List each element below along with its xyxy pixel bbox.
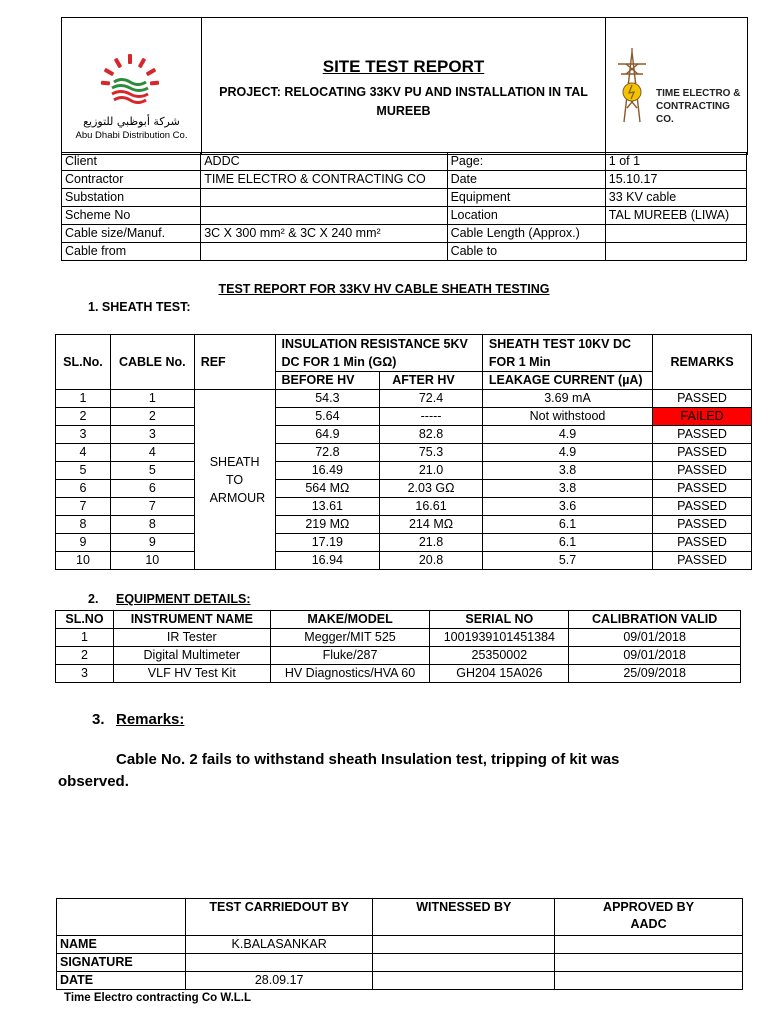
column-header-calibration: CALIBRATION VALID <box>569 611 741 629</box>
contractor-logo-cell <box>605 18 747 154</box>
info-label: Cable size/Manuf. <box>62 225 201 243</box>
header-title-cell <box>202 18 605 154</box>
cell-after-hv: 20.8 <box>380 552 483 570</box>
approved-signature <box>555 954 743 972</box>
table-row <box>56 629 741 647</box>
info-row <box>62 225 747 243</box>
cell-ref <box>194 390 275 570</box>
approved-by-header: APPROVED BY AADC <box>555 899 743 936</box>
name-row-label: NAME <box>57 936 186 954</box>
cell-remark: PASSED <box>653 390 752 408</box>
info-row <box>62 243 747 261</box>
table-row <box>56 534 752 552</box>
cell-leakage-current: 3.8 <box>482 480 652 498</box>
cell-serial: GH204 15A026 <box>430 665 569 683</box>
project-description: PROJECT: RELOCATING 33KV PU AND INSTALLATION IN TAL MUREEB <box>219 85 588 118</box>
cell-after-hv: 75.3 <box>380 444 483 462</box>
equipment-header-row <box>56 611 741 629</box>
equipment-table <box>55 610 741 683</box>
cell-slno: 10 <box>56 552 111 570</box>
info-label: Location <box>447 207 605 225</box>
info-value <box>605 225 746 243</box>
cell-leakage-current: 6.1 <box>482 534 652 552</box>
cell-after-hv: 82.8 <box>380 426 483 444</box>
carried-out-signature <box>185 954 373 972</box>
report-header <box>61 17 748 155</box>
column-header-after-hv: AFTER HV <box>380 372 483 390</box>
witnessed-name <box>373 936 555 954</box>
cell-cable: 6 <box>110 480 194 498</box>
cell-slno: 1 <box>56 390 111 408</box>
table-row <box>56 444 752 462</box>
cell-leakage-current: 5.7 <box>482 552 652 570</box>
info-label: Cable Length (Approx.) <box>447 225 605 243</box>
cell-after-hv: 16.61 <box>380 498 483 516</box>
cell-slno: 3 <box>56 665 114 683</box>
cell-leakage-current: 4.9 <box>482 444 652 462</box>
cell-instrument: IR Tester <box>113 629 270 647</box>
info-value <box>201 189 447 207</box>
addc-english-name: Abu Dhabi Distribution Co. <box>75 130 188 141</box>
info-row <box>62 207 747 225</box>
info-value: ADDC <box>201 153 447 171</box>
info-label: Date <box>447 171 605 189</box>
cell-before-hv: 219 MΩ <box>275 516 380 534</box>
remarks-text-line1: Cable No. 2 fails to withstand sheath Insulation test, tripping of kit was <box>116 751 620 768</box>
info-value: 3C X 300 mm² & 3C X 240 mm² <box>201 225 447 243</box>
cell-remark: PASSED <box>653 552 752 570</box>
table-row <box>56 408 752 426</box>
info-value: TAL MUREEB (LIWA) <box>605 207 746 225</box>
remarks-heading-number: 3. <box>92 711 105 728</box>
cell-cable: 8 <box>110 516 194 534</box>
remarks-heading: Remarks: <box>116 711 185 728</box>
info-value: 33 KV cable <box>605 189 746 207</box>
cell-slno: 3 <box>56 426 111 444</box>
equipment-heading-number: 2. <box>88 592 99 606</box>
cell-remark: PASSED <box>653 462 752 480</box>
column-header-before-hv: BEFORE HV <box>275 372 380 390</box>
cell-remark-failed: FAILED <box>653 408 752 426</box>
cell-make-model: HV Diagnostics/HVA 60 <box>270 665 430 683</box>
signature-row-label: SIGNATURE <box>57 954 186 972</box>
cell-cable: 9 <box>110 534 194 552</box>
cell-slno: 9 <box>56 534 111 552</box>
ref-text: SHEATH TO ARMOUR <box>209 454 266 505</box>
column-header-remarks: REMARKS <box>653 335 752 390</box>
info-value: TIME ELECTRO & CONTRACTING CO <box>201 171 447 189</box>
cell-serial: 25350002 <box>430 647 569 665</box>
cell-cable: 1 <box>110 390 194 408</box>
cell-before-hv: 13.61 <box>275 498 380 516</box>
cell-before-hv: 54.3 <box>275 390 380 408</box>
cell-before-hv: 5.64 <box>275 408 380 426</box>
info-value <box>201 207 447 225</box>
test-report-heading: TEST REPORT FOR 33KV HV CABLE SHEATH TESTING <box>218 282 550 296</box>
approved-name <box>555 936 743 954</box>
equipment-heading: EQUIPMENT DETAILS: <box>116 592 251 606</box>
info-label: Client <box>62 153 201 171</box>
info-label: Page: <box>447 153 605 171</box>
info-label: Equipment <box>447 189 605 207</box>
witnessed-by-header: WITNESSED BY <box>373 899 555 936</box>
cell-cable: 2 <box>110 408 194 426</box>
approved-date <box>555 972 743 990</box>
addc-logo-cell <box>62 18 202 154</box>
info-row <box>62 189 747 207</box>
table-row <box>56 426 752 444</box>
info-value: 15.10.17 <box>605 171 746 189</box>
cell-before-hv: 564 MΩ <box>275 480 380 498</box>
column-header-make-model: MAKE/MODEL <box>270 611 430 629</box>
addc-arabic-name: شركة أبوظبي للتوزيع <box>83 115 180 128</box>
table-row <box>56 462 752 480</box>
cell-slno: 2 <box>56 408 111 426</box>
table-row <box>56 552 752 570</box>
info-label: Cable from <box>62 243 201 261</box>
cell-before-hv: 17.19 <box>275 534 380 552</box>
transmission-tower-icon <box>612 48 652 126</box>
cell-remark: PASSED <box>653 480 752 498</box>
column-header-serial: SERIAL NO <box>430 611 569 629</box>
cell-slno: 5 <box>56 462 111 480</box>
cell-leakage-current: Not withstood <box>482 408 652 426</box>
sheath-test-table <box>55 334 752 570</box>
info-row <box>62 171 747 189</box>
cell-before-hv: 16.94 <box>275 552 380 570</box>
cell-leakage-current: 6.1 <box>482 516 652 534</box>
table-row <box>56 665 741 683</box>
witnessed-signature <box>373 954 555 972</box>
table-row <box>56 647 741 665</box>
cell-remark: PASSED <box>653 498 752 516</box>
remarks-text-line2: observed. <box>58 773 129 790</box>
page-title: SITE TEST REPORT <box>322 57 485 76</box>
column-header-slno: SL.NO <box>56 611 114 629</box>
cell-cable: 7 <box>110 498 194 516</box>
cell-instrument: Digital Multimeter <box>113 647 270 665</box>
cell-leakage-current: 4.9 <box>482 426 652 444</box>
info-label: Scheme No <box>62 207 201 225</box>
carried-out-date: 28.09.17 <box>185 972 373 990</box>
cell-remark: PASSED <box>653 444 752 462</box>
table-row <box>56 516 752 534</box>
info-label: Cable to <box>447 243 605 261</box>
cell-remark: PASSED <box>653 534 752 552</box>
info-label: Substation <box>62 189 201 207</box>
info-value <box>605 243 746 261</box>
cell-after-hv: 21.0 <box>380 462 483 480</box>
cell-leakage-current: 3.6 <box>482 498 652 516</box>
cell-cable: 3 <box>110 426 194 444</box>
signature-table <box>56 898 743 990</box>
info-row <box>62 153 747 171</box>
cell-calibration: 09/01/2018 <box>569 647 741 665</box>
info-label: Contractor <box>62 171 201 189</box>
cell-before-hv: 72.8 <box>275 444 380 462</box>
cell-calibration: 25/09/2018 <box>569 665 741 683</box>
column-header-ref: REF <box>194 335 275 390</box>
column-header-insulation-resistance: INSULATION RESISTANCE 5KV DC FOR 1 Min (GΩ) <box>275 335 482 372</box>
cell-cable: 5 <box>110 462 194 480</box>
table-row <box>56 480 752 498</box>
date-row-label: DATE <box>57 972 186 990</box>
cell-slno: 4 <box>56 444 111 462</box>
column-header-slno: SL.No. <box>56 335 111 390</box>
cell-cable: 4 <box>110 444 194 462</box>
cell-remark: PASSED <box>653 516 752 534</box>
cell-calibration: 09/01/2018 <box>569 629 741 647</box>
footer-company: Time Electro contracting Co W.L.L <box>64 992 252 1004</box>
cell-slno: 6 <box>56 480 111 498</box>
carried-out-by-header: TEST CARRIEDOUT BY <box>185 899 373 936</box>
cell-leakage-current: 3.8 <box>482 462 652 480</box>
cell-before-hv: 16.49 <box>275 462 380 480</box>
cell-after-hv: ----- <box>380 408 483 426</box>
cell-slno: 2 <box>56 647 114 665</box>
cell-after-hv: 214 MΩ <box>380 516 483 534</box>
cell-make-model: Megger/MIT 525 <box>270 629 430 647</box>
cell-cable: 10 <box>110 552 194 570</box>
carried-out-name: K.BALASANKAR <box>185 936 373 954</box>
cell-instrument: VLF HV Test Kit <box>113 665 270 683</box>
table-row <box>56 498 752 516</box>
addc-logo-icon <box>100 52 160 112</box>
info-value <box>201 243 447 261</box>
witnessed-date <box>373 972 555 990</box>
cell-after-hv: 21.8 <box>380 534 483 552</box>
cell-slno: 1 <box>56 629 114 647</box>
cell-leakage-current: 3.69 mA <box>482 390 652 408</box>
column-header-instrument: INSTRUMENT NAME <box>113 611 270 629</box>
cell-slno: 7 <box>56 498 111 516</box>
column-header-sheath-test: SHEATH TEST 10KV DC FOR 1 Min <box>482 335 652 372</box>
project-info-table <box>61 152 747 261</box>
contractor-company-name: TIME ELECTRO & CONTRACTING CO. <box>656 88 741 125</box>
cell-remark: PASSED <box>653 426 752 444</box>
cell-before-hv: 64.9 <box>275 426 380 444</box>
column-header-leakage-current: LEAKAGE CURRENT (µA) <box>482 372 652 390</box>
sheath-test-heading: 1. SHEATH TEST: <box>88 300 191 314</box>
info-value: 1 of 1 <box>605 153 746 171</box>
table-row <box>56 390 752 408</box>
cell-slno: 8 <box>56 516 111 534</box>
cell-after-hv: 72.4 <box>380 390 483 408</box>
cell-make-model: Fluke/287 <box>270 647 430 665</box>
cell-serial: 1001939101451384 <box>430 629 569 647</box>
column-header-cable: CABLE No. <box>110 335 194 390</box>
cell-after-hv: 2.03 GΩ <box>380 480 483 498</box>
